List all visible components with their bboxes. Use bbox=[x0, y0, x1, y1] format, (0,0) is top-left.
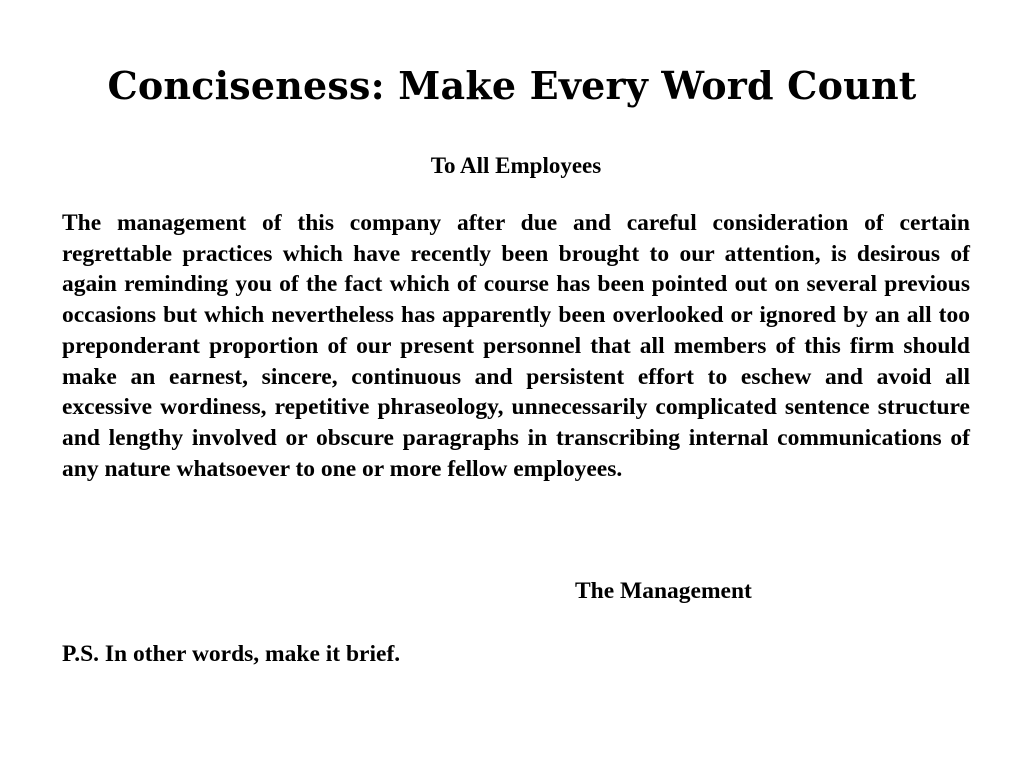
memo-postscript: P.S. In other words, make it brief. bbox=[62, 641, 401, 667]
memo-salutation: To All Employees bbox=[430, 153, 602, 178]
slide-title: Conciseness: Make Every Word Count bbox=[107, 63, 917, 108]
memo-body: The management of this company after due and careful consideration of certain regrettable practices which have recently been brought to our attention, is desirous of again reminding you of the fact which of course has been pointed out on several previous occasions but which nevertheless has apparently been overlooked or ignored by an all too preponderant proportion of our present personnel that all members of this firm should make an earnest, sincere, continuous and persistent effort to eschew and avoid all excessive wordiness, repetitive phraseology, unnecessarily complicated sentence structure and lengthy involved or obscure paragraphs in transcribing internal communications of any nature whatsoever to one or more fellow employees. bbox=[62, 210, 970, 482]
memo-signature: The Management bbox=[575, 578, 752, 604]
